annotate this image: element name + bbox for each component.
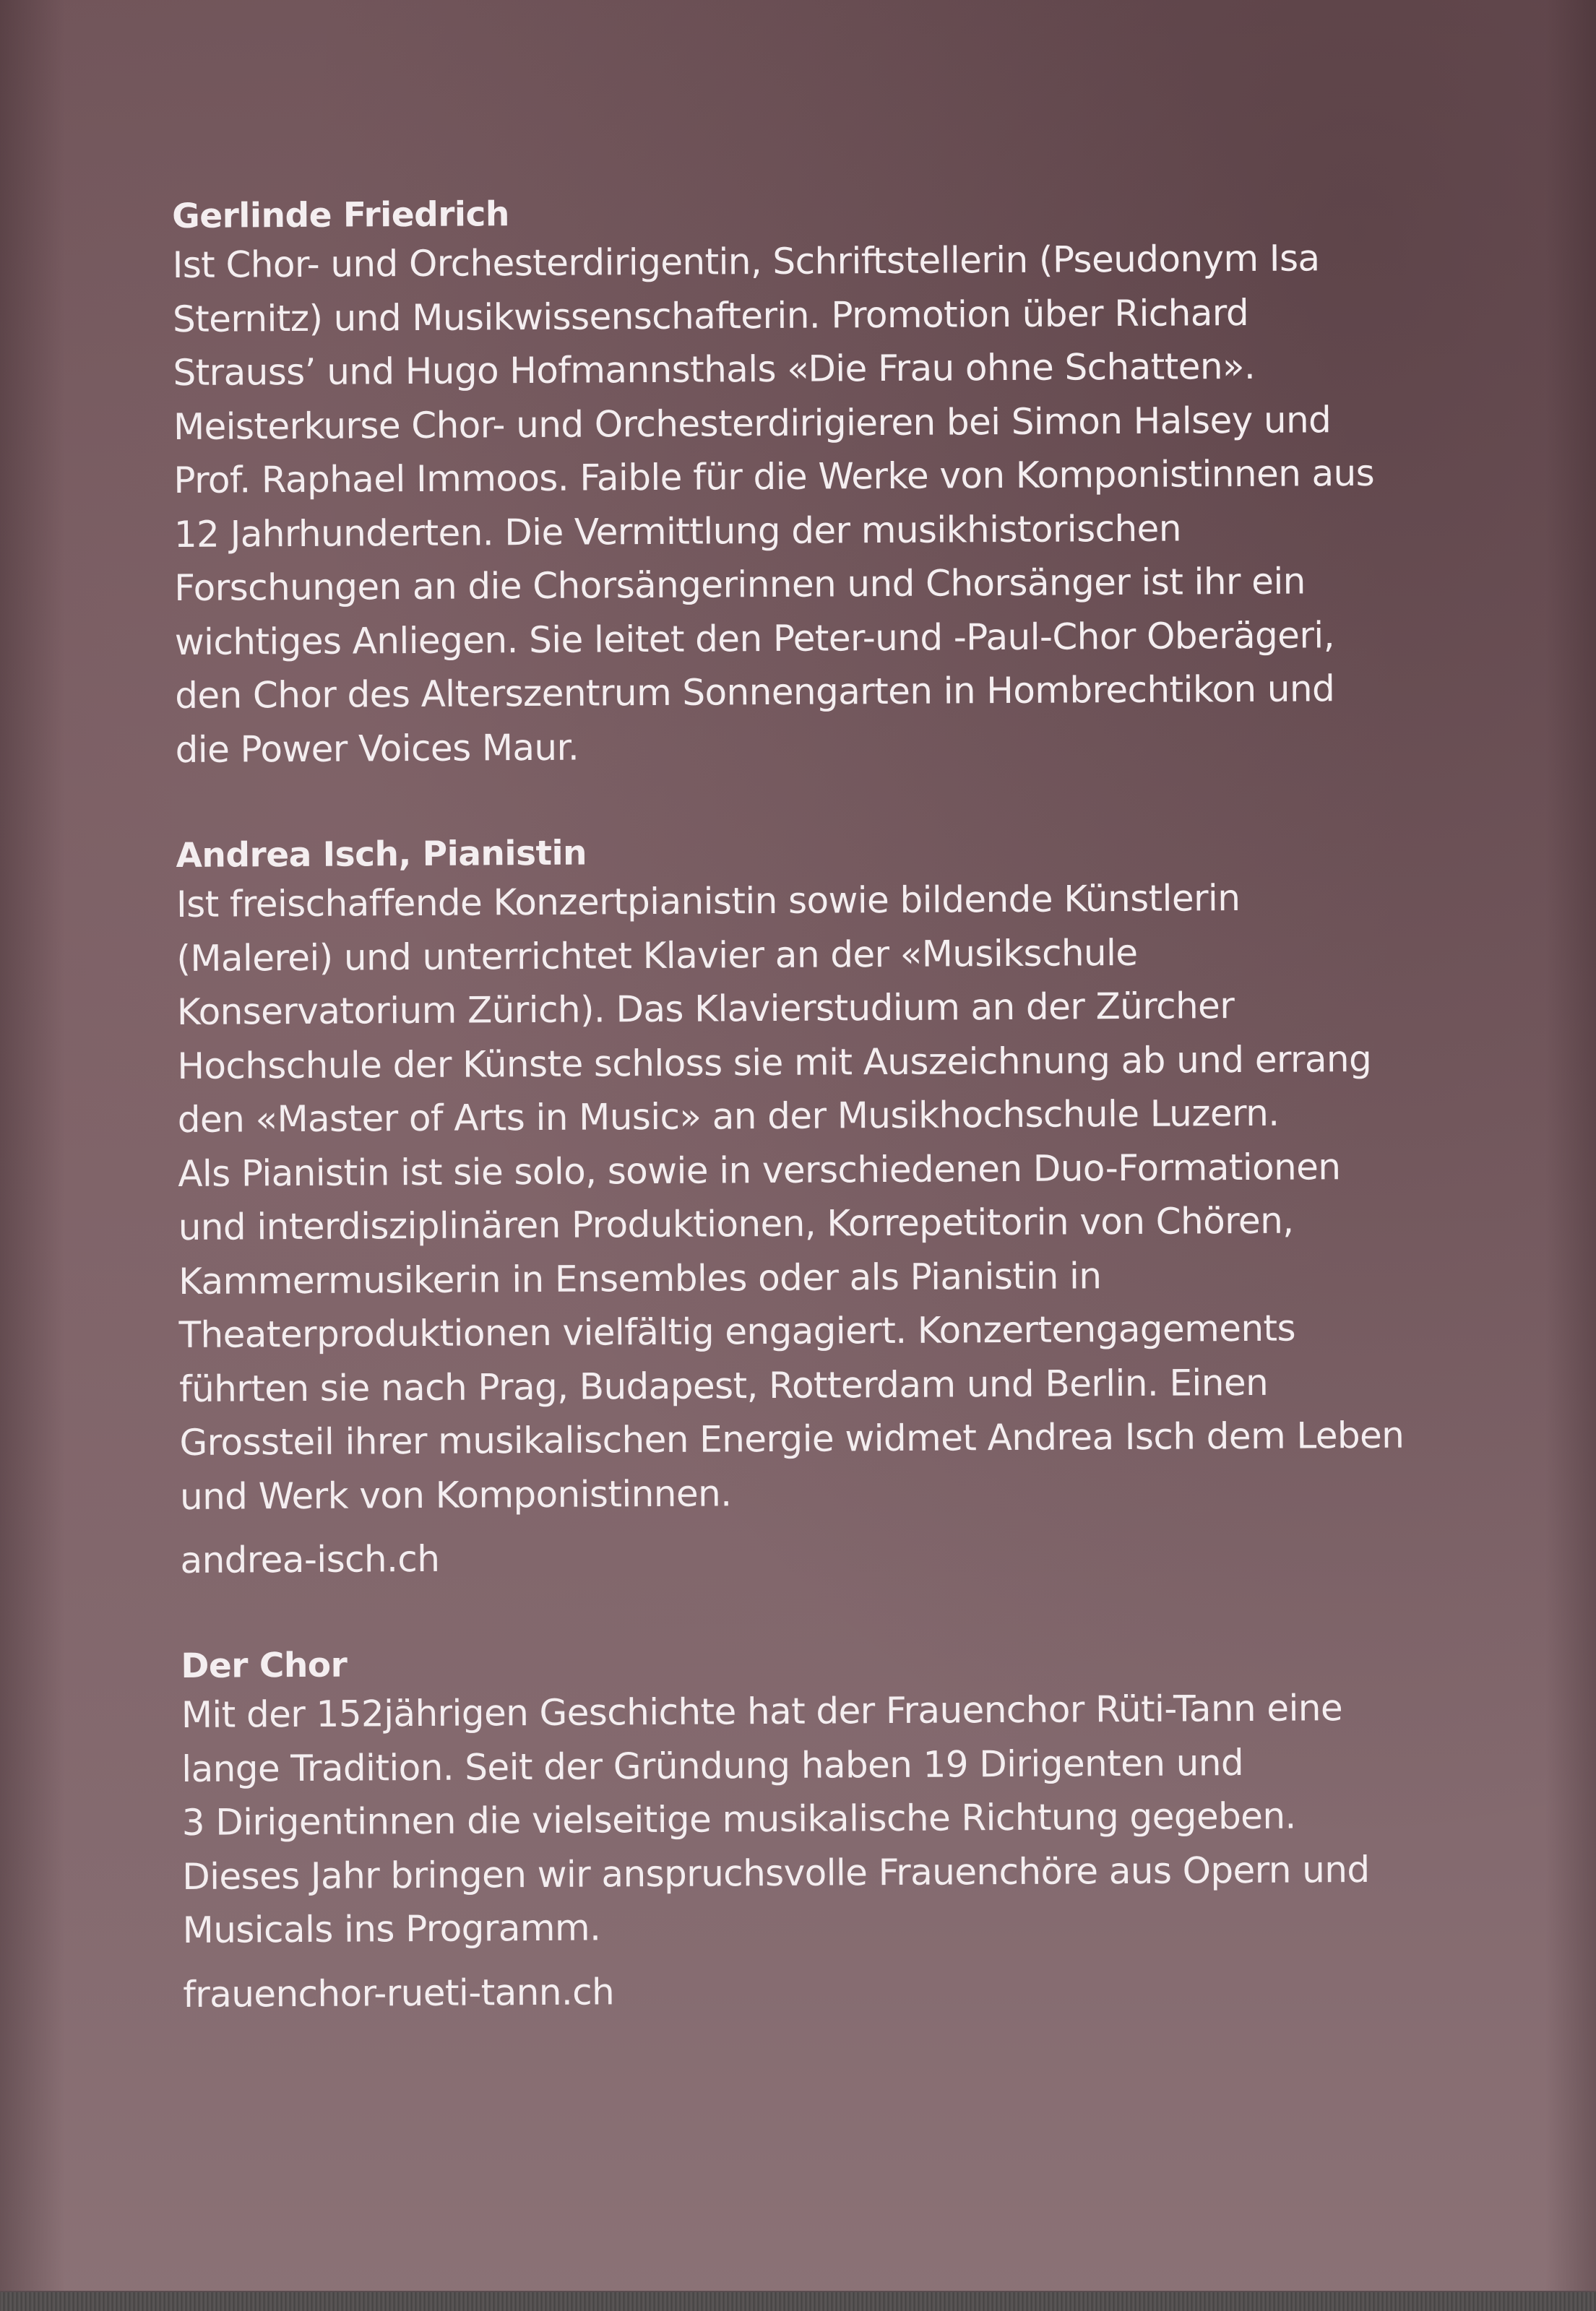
document-content	[172, 187, 1519, 2021]
section-text: Ist Chor- und Orchesterdirigentin, Schriftstellerin (Pseudonym Isa Sternitz) und Musikwissenschafterin. Promotion über Richard Strauss’ und Hugo Hofmannsthals «Die Frau ohne Schatten». Meisterkurse Chor- und Orchesterdirigieren bei Simon Halsey und Prof. Raphael Immoos. Faible für die Werke von Komponistinnen aus 12 Jahrhunderten. Die Vermittlung der musikhistorischen Forschungen an die Chorsängerinnen und Chorsänger ist ihr ein wichtiges Anliegen. Sie leitet den Peter-und -Paul-Chor Oberägeri, den Chor des Alterszentrum Sonnengarten in Hombrechtikon und die Power Voices Maur.	[172, 237, 1375, 771]
section-der-chor	[181, 1637, 1519, 2021]
page-shadow-left	[0, 0, 65, 2311]
table-surface-strip	[0, 2291, 1596, 2311]
section-heading: Andrea Isch, Pianistin	[176, 833, 587, 876]
section-text: Ist freischaffende Konzertpianistin sowie bildende Künstlerin (Malerei) und unterrichtet Klavier an der «Musikschule Konservatorium Zürich). Das Klavierstudium an der Zürcher Hochschule der Künste schloss sie mit Auszeichnung ab und errang den «Master of Arts in Music» an der Musikhochschule Luzern. Als Pianistin ist sie solo, sowie in verschiedenen Duo-Formationen und interdisziplinären Produktionen, Korrepetitorin von Chören, Kammermusikerin in Ensembles oder als Pianistin in Theaterproduktionen vielfältig engagiert. Konzertengagements führten sie nach Prag, Budapest, Rotterdam und Berlin. Einen Grossteil ihrer musikalischen Energie widmet Andrea Isch dem Leben und Werk von Komponistinnen.	[176, 876, 1405, 1518]
section-andrea-isch	[176, 826, 1517, 1587]
section-gerlinde-friedrich	[172, 187, 1512, 777]
page-shadow-right	[1545, 0, 1596, 2311]
website-link-frauenchor[interactable]: frauenchor-rueti-tann.ch	[183, 1970, 615, 2016]
section-heading: Der Chor	[181, 1645, 348, 1686]
website-link-andrea-isch[interactable]: andrea-isch.ch	[180, 1537, 440, 1581]
section-heading: Gerlinde Friedrich	[172, 194, 510, 236]
section-text: Mit der 152jährigen Geschichte hat der Frauenchor Rüti-Tann eine lange Tradition. Seit der Gründung haben 19 Dirigenten und 3 Dirigentinnen die vielseitige musikalische Richtung gegeben. Dieses Jahr bringen wir anspruchsvolle Frauenchöre aus Opern und Musicals ins Programm.	[181, 1687, 1370, 1951]
